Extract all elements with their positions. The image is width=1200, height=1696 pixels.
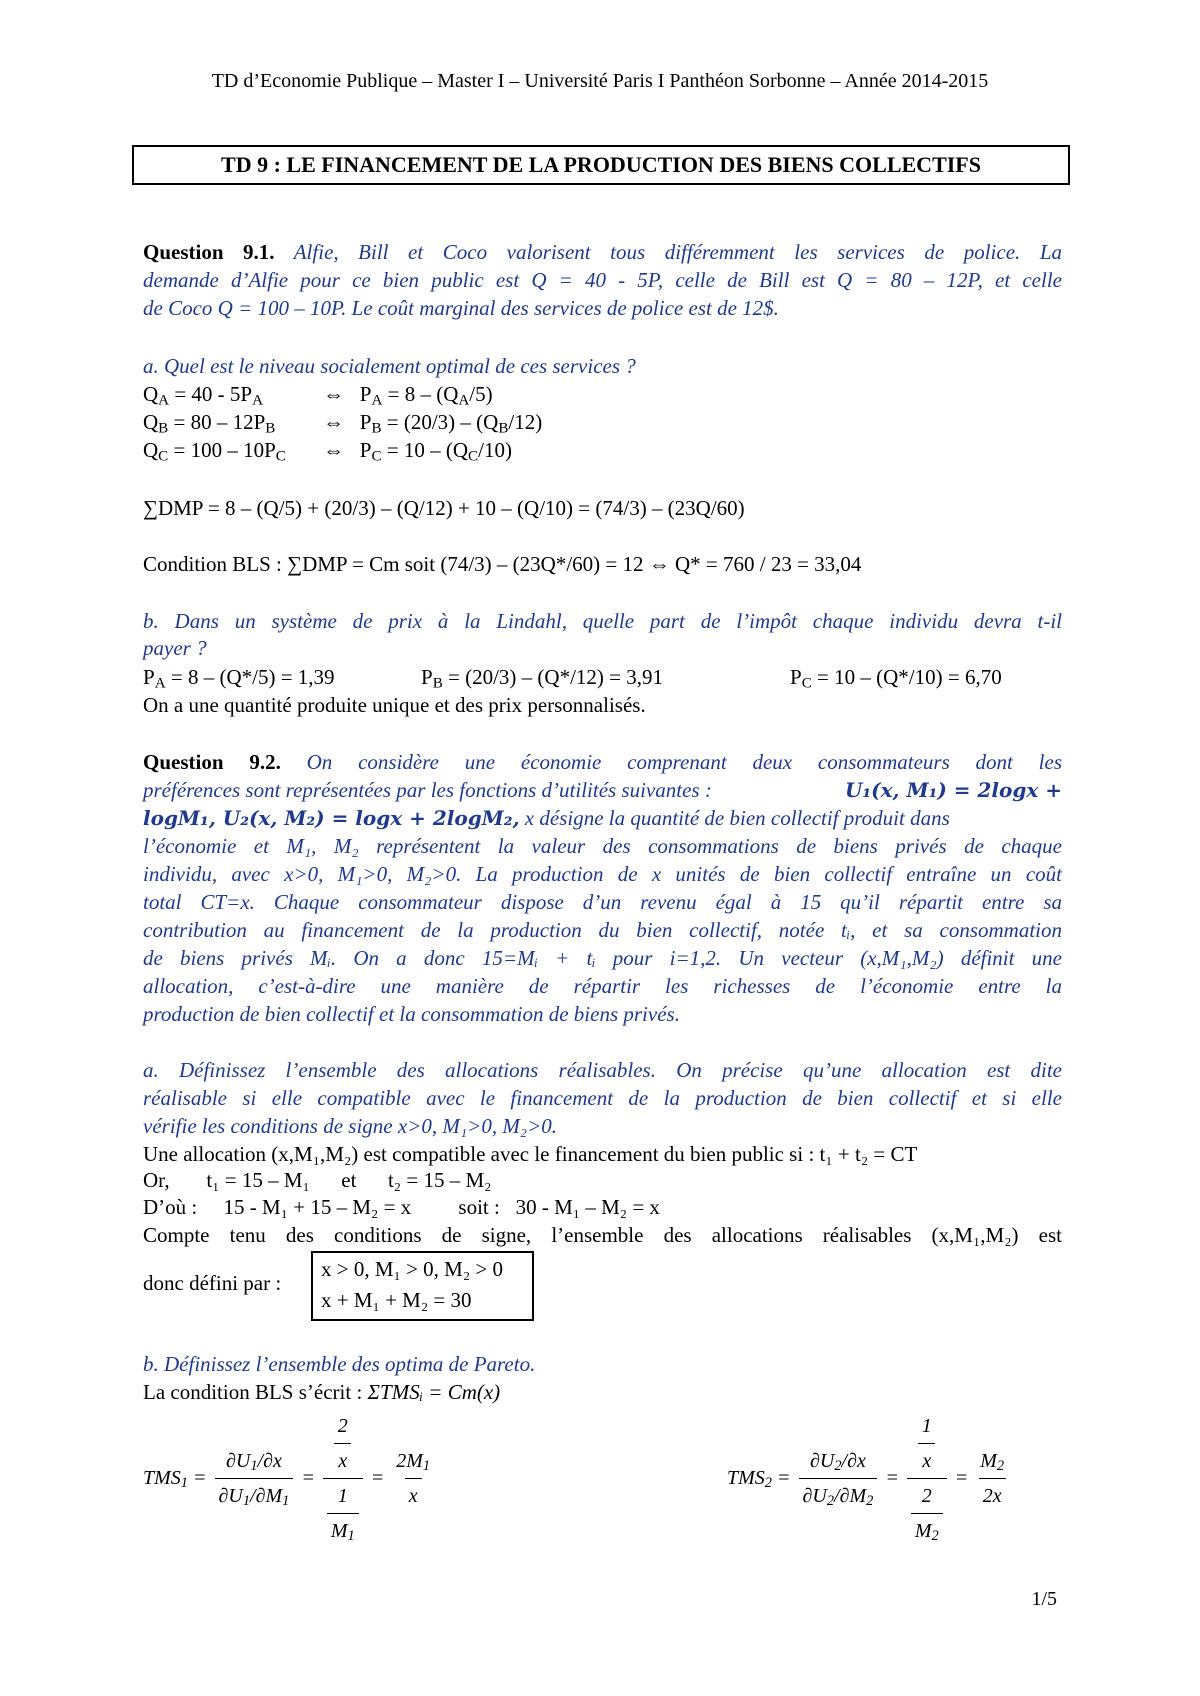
feasible-set-resource-constraint: x + M₁ + M₂ = 30: [321, 1288, 472, 1312]
eq-qa: $Q_A = 40 - 5P_A$ ⇔ $P_A = 8 - (Q_A/5)$: [143, 382, 493, 409]
defined-by-label: donc défini par :: [143, 1271, 282, 1295]
q2-a-question-line-3: vérifie les conditions de signe x>0, M₁>0, M₂>0.: [143, 1114, 558, 1138]
q1-b-question-line-1: b. Dans un système de prix à la Lindahl, quelle part de l’impôt chaque individu devra t-il: [143, 609, 1062, 633]
utility-u2-formula: logM₁, U₂(x, M₂) = logx + 2logM₂,: [143, 806, 520, 830]
document-title: TD 9 : LE FINANCEMENT DE LA PRODUCTION DES BIENS COLLECTIFS: [132, 145, 1070, 185]
eq-qc: $Q_C = 100 - 10P_C$ ⇔ $P_C = 10 - (Q_C/10)$: [143, 438, 512, 465]
q1-label: Question 9.1.: [143, 240, 275, 264]
q2-a-question-line-1: a. Définissez l’ensemble des allocations réalisables. On précise qu’une allocation est dite: [143, 1058, 1062, 1082]
page-number: 1/5: [1031, 1588, 1057, 1610]
contribution-line: Or, t₁ = 15 – M₁ et t₂ = 15 – M₂: [143, 1168, 492, 1192]
q2-intro-line-8: de biens privés Mᵢ. On a donc 15=Mᵢ + tᵢ pour i=1,2. Un vecteur (x,M₁,M₂) définit une: [143, 946, 1062, 970]
q2-label: Question 9.2.: [143, 750, 281, 774]
q2-intro-line-6: total CT=x. Chaque consommateur dispose d’un revenu égal à 15 qu’il répartit entre sa: [143, 890, 1062, 914]
bls-condition: Condition BLS : ∑DMP = Cm soit (74/3) – (23Q*/60) = 12 ⇔ Q* = 760 / 23 = 33,04: [143, 552, 862, 576]
q1-intro-line-1: Question 9.1. Alfie, Bill et Coco valorisent tous différemment les services de police. La: [143, 240, 1062, 264]
q2-intro-line-1: Question 9.2. On considère une économie comprenant deux consommateurs dont les: [143, 750, 1063, 774]
q1-b-question-line-2: payer ?: [143, 636, 207, 660]
q2-intro-line-3: logM₁, U₂(x, M₂) = logx + 2logM₂, x désigne la quantité de bien collectif produit dans: [143, 806, 950, 830]
bls-sum-tms-formula: ΣTMSᵢ = Cm(x): [367, 1380, 501, 1404]
q2-b-question: b. Définissez l’ensemble des optima de Pareto.: [143, 1352, 536, 1376]
q2-intro-line-9: allocation, c’est-à-dire une manière de répartir les richesses de l’économie entre la: [143, 974, 1062, 998]
feasible-set-box: [311, 1251, 534, 1321]
q1-intro-line-2: demande d’Alfie pour ce bien public est Q = 40 - 5P, celle de Bill est Q = 80 – 12P, et celle: [143, 268, 1062, 292]
page-header: TD d’Economie Publique – Master I – Université Paris I Panthéon Sorbonne – Année 2014-2015: [211, 70, 989, 92]
utility-u1-formula: U₁(x, M₁) = 2logx +: [844, 778, 1062, 802]
lindahl-prices: $P_A = 8 - (Q*/5) = 1,39$ $P_B = (20/3) - (Q*/12) = 3,91$ $P_C = 10 - (Q*/10) = 6,70$: [143, 665, 1002, 692]
q1-conclusion: On a une quantité produite unique et des prix personnalisés.: [143, 693, 646, 717]
q2-intro-line-2: préférences sont représentées par les fonctions d’utilités suivantes : U₁(x, M₁) = 2logx +: [143, 778, 1062, 802]
feasible-set-sign-conditions: x > 0, M₁ > 0, M₂ > 0: [321, 1257, 504, 1281]
sum-dmp-equation: ∑DMP = 8 – (Q/5) + (20/3) – (Q/12) + 10 – (Q/10) = (74/3) – (23Q/60): [143, 496, 745, 520]
q2-intro-line-10: production de bien collectif et la consommation de biens privés.: [143, 1002, 680, 1026]
q2-intro-line-4: l’économie et M₁, M₂ représentent la valeur des consommations de biens privés de chaque: [143, 834, 1062, 858]
budget-line: D’où : 15 - M₁ + 15 – M₂ = x soit : 30 - M₁ – M₂ = x: [143, 1195, 660, 1219]
q2-intro-line-7: contribution au financement de la production du bien collectif, notée tᵢ, et sa consommation: [143, 918, 1062, 942]
tms2-formula: $TMS_2$ = $\frac{\partial U_2/\partial x}{\partial U_2/\partial M_2}$ = $\frac{\frac{1}{x}}{\frac{2}{M_2}}$ = $\frac{M_2}{2x}$: [727, 1414, 1005, 1544]
sign-conditions-line: Compte tenu des conditions de signe, l’ensemble des allocations réalisables (x,M₁,M₂) est: [143, 1223, 1062, 1247]
compatibility-line: Une allocation (x,M₁,M₂) est compatible avec le financement du bien public si : t₁ + t₂ = CT: [143, 1142, 918, 1166]
q2-intro-line-5: individu, avec x>0, M₁>0, M₂>0. La production de x unités de bien collectif entraîne un coût: [143, 862, 1062, 886]
bls-pareto-condition: La condition BLS s’écrit : ΣTMSᵢ = Cm(x): [143, 1380, 501, 1404]
eq-qb: $Q_B = 80 - 12P_B$ ⇔ $P_B = (20/3) - (Q_B/12)$: [143, 410, 543, 437]
q2-a-question-line-2: réalisable si elle compatible avec le financement de la production de bien collectif et si elle: [143, 1086, 1062, 1110]
q1-a-question: a. Quel est le niveau socialement optimal de ces services ?: [143, 354, 636, 378]
tms1-formula: $TMS_1$ = $\frac{\partial U_1/\partial x}{\partial U_1/\partial M_1}$ = $\frac{\frac{2}{x}}{\frac{1}{M_1}}$ = $\frac{2M_1}{x}$: [143, 1414, 431, 1544]
q1-intro-line-3: de Coco Q = 100 – 10P. Le coût marginal des services de police est de 12$.: [143, 296, 779, 320]
